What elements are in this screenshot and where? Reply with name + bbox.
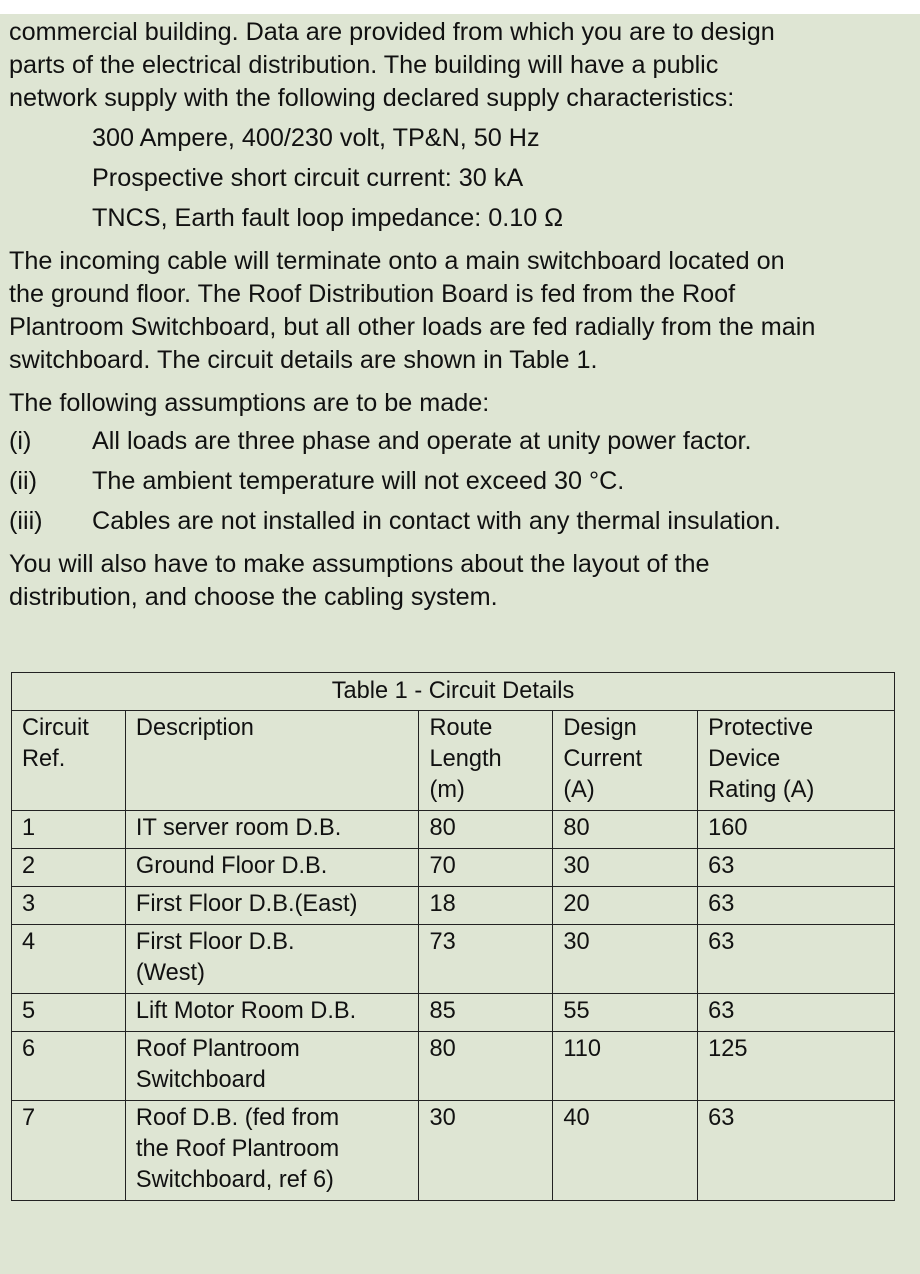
cell-ref: 7 — [12, 1101, 126, 1201]
cell-rating: 63 — [698, 994, 895, 1032]
incoming-line: the ground floor. The Roof Distribution Board is fed from the Roof — [9, 280, 736, 308]
supply-earth-fault: TNCS, Earth fault loop impedance: 0.10 Ω — [92, 204, 564, 232]
header-text: Length — [429, 746, 502, 772]
cell-ref: 3 — [12, 887, 126, 925]
assumption-item — [9, 465, 909, 498]
assumption-number: (iii) — [9, 507, 43, 535]
description-line: Lift Motor Room D.B. — [135, 998, 357, 1024]
document-body — [9, 16, 909, 614]
cell-rating: 63 — [698, 887, 895, 925]
header-text: Circuit — [22, 715, 89, 741]
assumption-item — [9, 505, 909, 538]
header-text: Current — [563, 746, 643, 772]
header-description — [125, 711, 419, 811]
header-text: Ref. — [22, 746, 66, 772]
description-line: Roof D.B. (fed from — [135, 1105, 340, 1131]
table-caption: Table 1 - Circuit Details — [12, 673, 895, 711]
description-line: Roof Plantroom — [135, 1036, 300, 1062]
cell-ref: 5 — [12, 994, 126, 1032]
cell-description — [125, 811, 419, 849]
table-row — [12, 849, 895, 887]
table-row — [12, 994, 895, 1032]
cell-description — [125, 925, 419, 994]
cell-length: 85 — [419, 994, 553, 1032]
incoming-line: The incoming cable will terminate onto a main switchboard located on — [9, 247, 785, 275]
header-text: Protective — [708, 715, 814, 741]
header-route-length — [419, 711, 553, 811]
assumption-number: (i) — [9, 427, 32, 455]
cell-current: 20 — [553, 887, 698, 925]
supply-rating: 300 Ampere, 400/230 volt, TP&N, 50 Hz — [92, 124, 540, 152]
cell-description — [125, 849, 419, 887]
assumption-item — [9, 425, 909, 458]
cell-current: 55 — [553, 994, 698, 1032]
header-text: (m) — [429, 777, 465, 803]
cell-ref: 1 — [12, 811, 126, 849]
header-protective-rating — [698, 711, 895, 811]
circuit-details-table — [11, 672, 895, 1201]
header-text: Route — [429, 715, 493, 741]
description-line: Switchboard — [135, 1067, 266, 1093]
cell-rating: 125 — [698, 1032, 895, 1101]
header-text: Description — [135, 715, 254, 741]
description-line: First Floor D.B.(East) — [135, 891, 358, 917]
incoming-line: Plantroom Switchboard, but all other loads are fed radially from the main — [9, 313, 816, 341]
cell-rating: 160 — [698, 811, 895, 849]
table-row — [12, 887, 895, 925]
top-strip — [0, 0, 920, 14]
cell-rating: 63 — [698, 1101, 895, 1201]
cell-rating: 63 — [698, 849, 895, 887]
cell-description — [125, 1032, 419, 1101]
cell-length: 80 — [419, 811, 553, 849]
assumption-number: (ii) — [9, 467, 37, 495]
description-line: IT server room D.B. — [135, 815, 342, 841]
description-line: First Floor D.B. — [135, 929, 295, 955]
supply-short-circuit: Prospective short circuit current: 30 kA — [92, 164, 524, 192]
cell-length: 73 — [419, 925, 553, 994]
header-text: Rating (A) — [708, 777, 815, 803]
cell-current: 30 — [553, 849, 698, 887]
incoming-line: switchboard. The circuit details are shown in Table 1. — [9, 346, 598, 374]
cell-length: 30 — [419, 1101, 553, 1201]
cell-length: 18 — [419, 887, 553, 925]
description-line: (West) — [135, 960, 205, 986]
table-row — [12, 811, 895, 849]
cell-description — [125, 1101, 419, 1201]
description-line: Ground Floor D.B. — [135, 853, 328, 879]
header-text: Device — [708, 746, 781, 772]
intro-line: network supply with the following declared supply characteristics: — [9, 84, 735, 112]
table-row — [12, 1101, 895, 1201]
description-line: Switchboard, ref 6) — [135, 1167, 334, 1193]
description-line: the Roof Plantroom — [135, 1136, 340, 1162]
table-row — [12, 1032, 895, 1101]
cell-current: 80 — [553, 811, 698, 849]
cell-current: 30 — [553, 925, 698, 994]
table-header-row — [12, 711, 895, 811]
table-caption-row — [12, 673, 895, 711]
header-design-current — [553, 711, 698, 811]
cell-current: 40 — [553, 1101, 698, 1201]
cell-rating: 63 — [698, 925, 895, 994]
assumption-text: All loads are three phase and operate at unity power factor. — [92, 427, 752, 455]
cell-ref: 4 — [12, 925, 126, 994]
cell-length: 80 — [419, 1032, 553, 1101]
cell-current: 110 — [553, 1032, 698, 1101]
assumptions-heading: The following assumptions are to be made: — [9, 389, 490, 417]
cell-description — [125, 994, 419, 1032]
header-text: (A) — [563, 777, 595, 803]
closing-line: You will also have to make assumptions about the layout of the — [9, 550, 710, 578]
cell-length: 70 — [419, 849, 553, 887]
header-text: Design — [563, 715, 637, 741]
intro-line: parts of the electrical distribution. The building will have a public — [9, 51, 719, 79]
cell-ref: 2 — [12, 849, 126, 887]
header-circuit-ref — [12, 711, 126, 811]
assumption-text: Cables are not installed in contact with any thermal insulation. — [92, 507, 781, 535]
table-row — [12, 925, 895, 994]
cell-description — [125, 887, 419, 925]
assumption-text: The ambient temperature will not exceed 30 °C. — [92, 467, 625, 495]
intro-line: commercial building. Data are provided from which you are to design — [9, 18, 775, 46]
cell-ref: 6 — [12, 1032, 126, 1101]
closing-line: distribution, and choose the cabling system. — [9, 583, 498, 611]
